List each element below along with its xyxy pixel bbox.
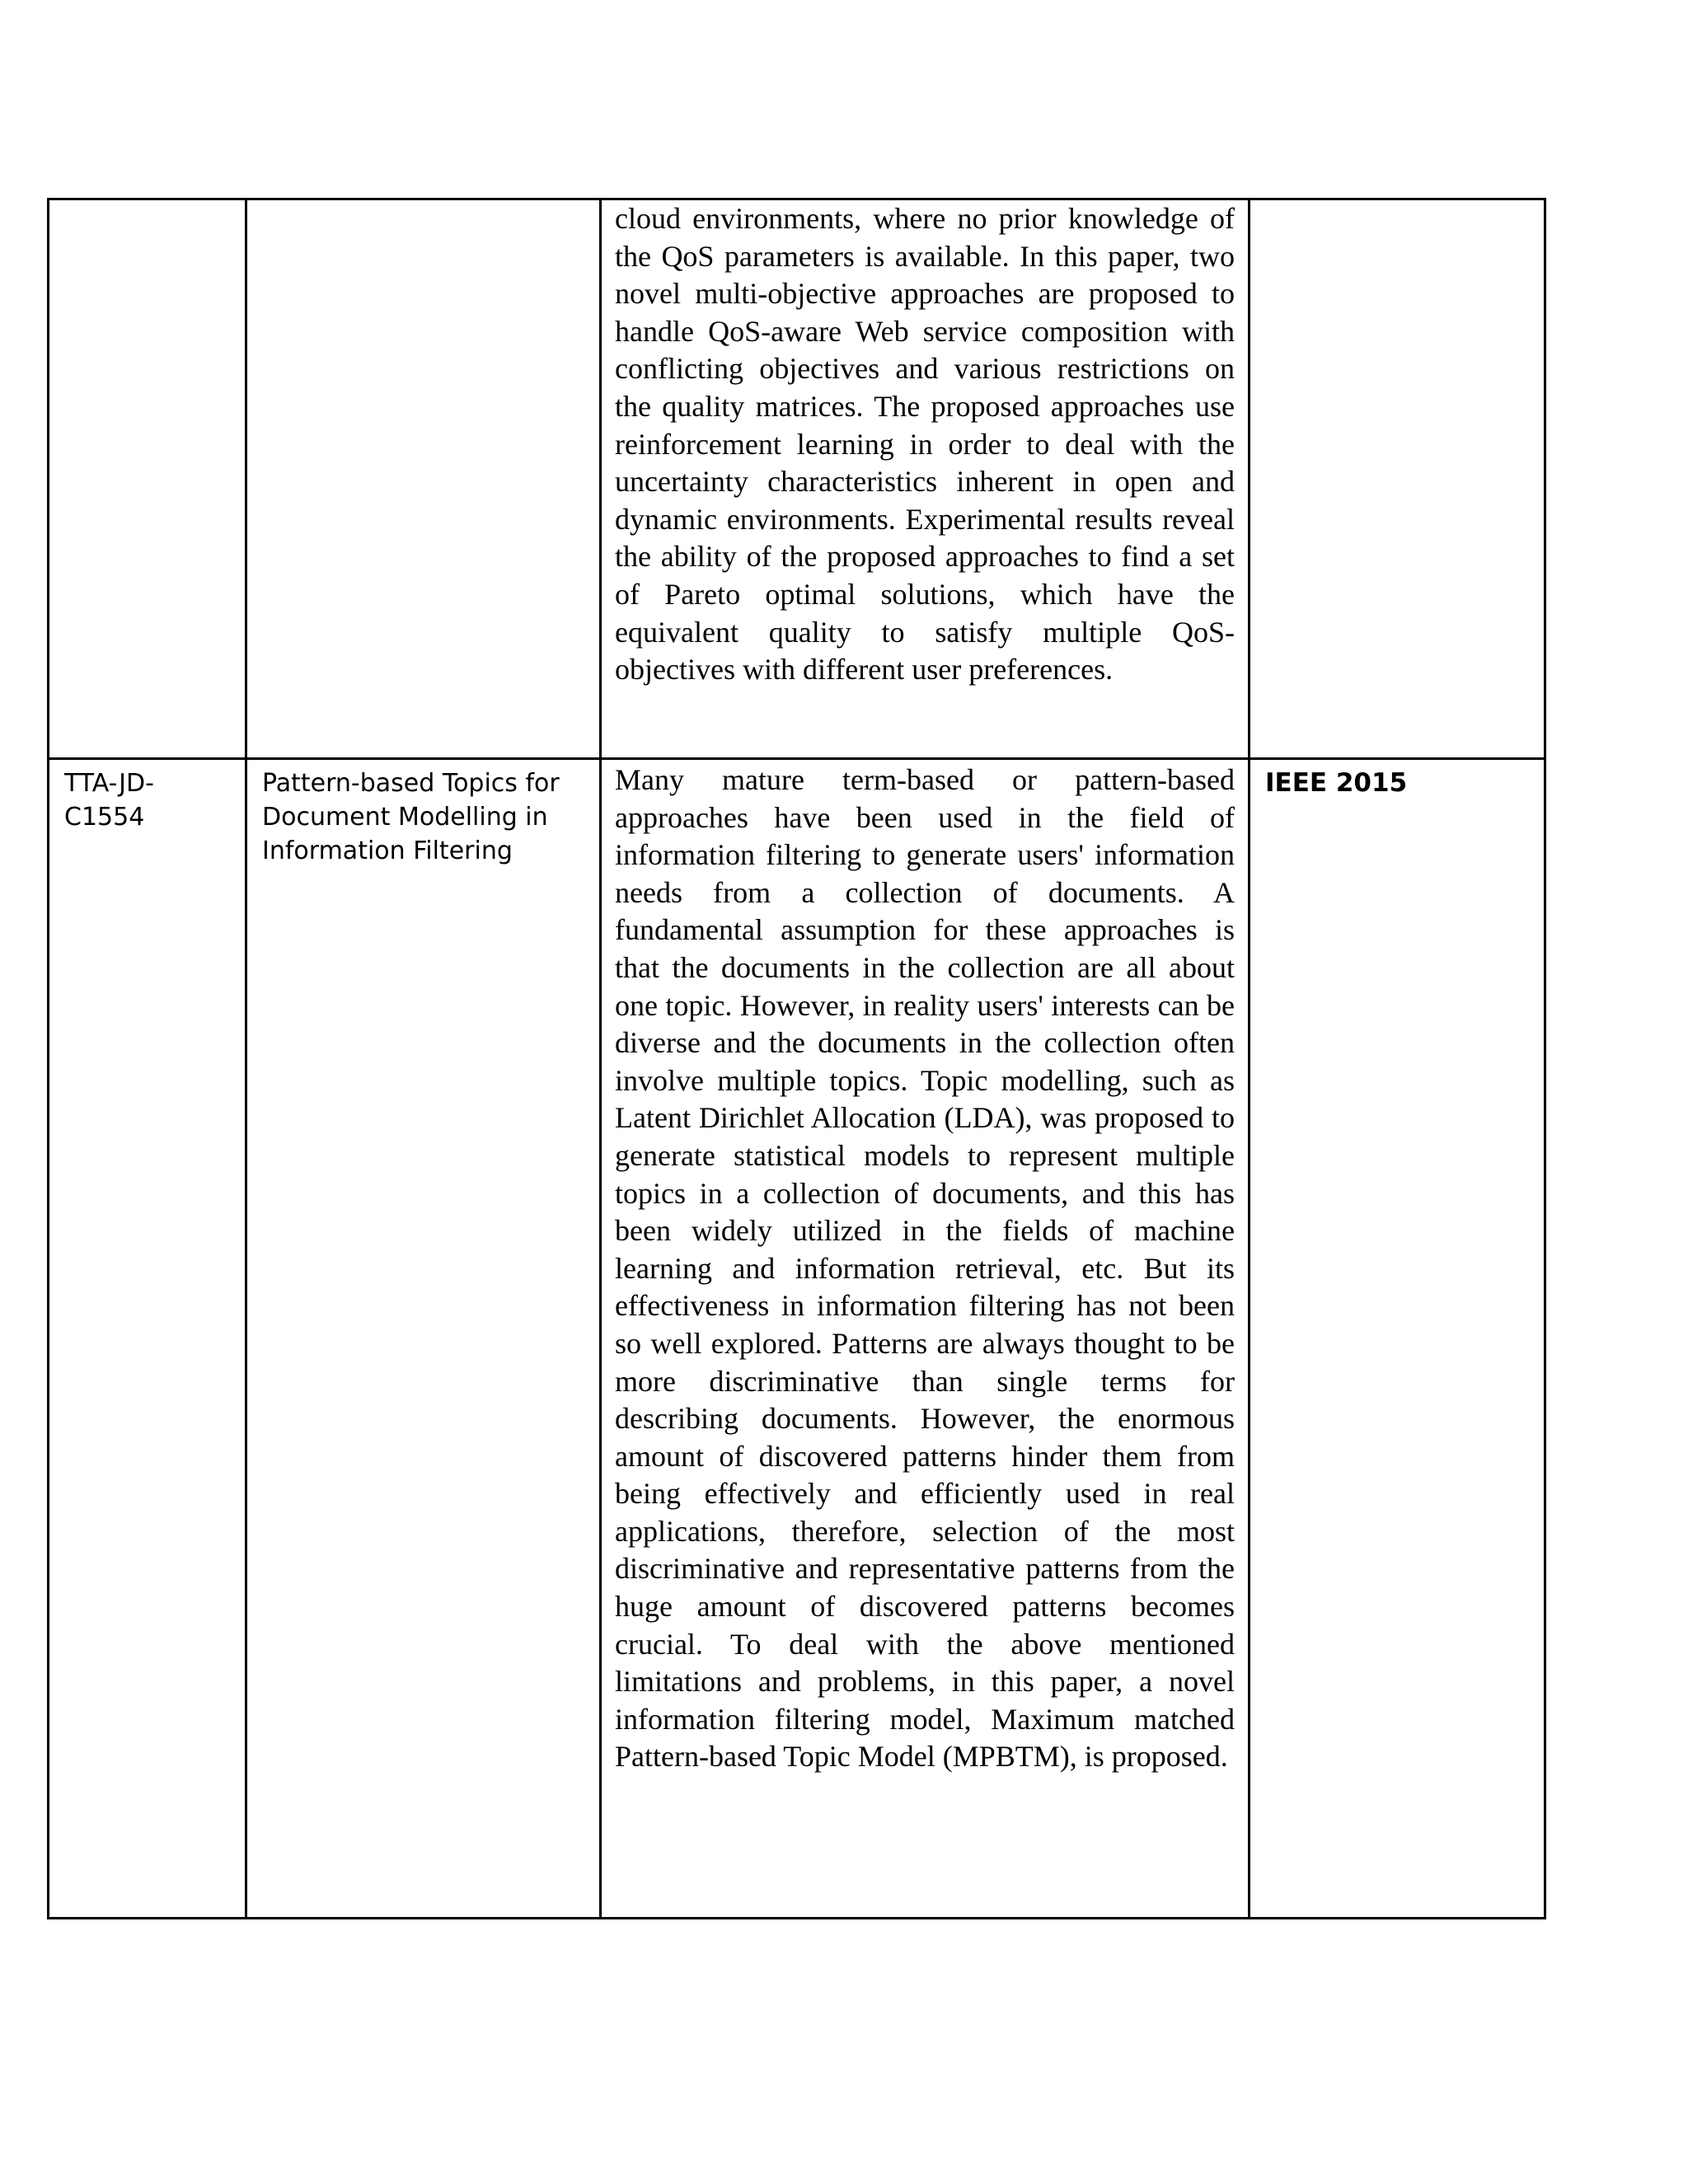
paper-title [247, 200, 599, 207]
paper-venue [1250, 200, 1544, 207]
paper-venue: IEEE 2015 [1265, 768, 1408, 798]
table-row [49, 759, 1545, 1919]
abstract-cell [601, 199, 1250, 759]
title-cell [246, 759, 601, 1919]
title-cell [246, 199, 601, 759]
papers-table [47, 198, 1546, 1919]
abstract-cell [601, 759, 1250, 1919]
paper-title: Pattern-based Topics for Document Modelling in Information Filtering [262, 769, 560, 865]
paper-abstract: cloud environments, where no prior knowledge of the QoS parameters is available. In this paper, two novel multi-objective approaches are proposed to handle QoS-aware Web service composition with conflicting objectives and various restrictions on the quality matrices. The proposed approaches use reinforcement learning in order to deal with the uncertainty characteristics inherent in open and dynamic environments. Experimental results reveal the ability of the proposed approaches to find a set of Pareto optimal solutions, which have the equivalent quality to satisfy multiple QoS-objectives with different user preferences. [615, 202, 1235, 687]
venue-cell [1250, 759, 1545, 1919]
id-cell [49, 199, 246, 759]
paper-abstract: Many mature term-based or pattern-based approaches have been used in the field of information filtering to generate users' information needs from a collection of documents. A fundamental assumption for these approaches is that the documents in the collection are all about one topic. However, in reality users' interests can be diverse and the documents in the collection often involve multiple topics. Topic modelling, such as Latent Dirichlet Allocation (LDA), was proposed to generate statistical models to represent multiple topics in a collection of documents, and this has been widely utilized in the fields of machine learning and information retrieval, etc. But its effectiveness in information filtering has not been so well explored. Patterns are always thought to be more discriminative than single terms for describing documents. However, the enormous amount of discovered patterns hinder them from being effectively and efficiently used in real applications, therefore, selection of the most discriminative and representative patterns from the huge amount of discovered patterns becomes crucial. To deal with the above mentioned limitations and problems, in this paper, a novel information filtering model, Maximum matched Pattern-based Topic Model (MPBTM), is proposed. [615, 763, 1235, 1774]
id-cell [49, 759, 246, 1919]
paper-id: TTA-JD-C1554 [64, 769, 154, 832]
paper-id [49, 200, 245, 207]
table-row [49, 199, 1545, 759]
venue-cell [1250, 199, 1545, 759]
